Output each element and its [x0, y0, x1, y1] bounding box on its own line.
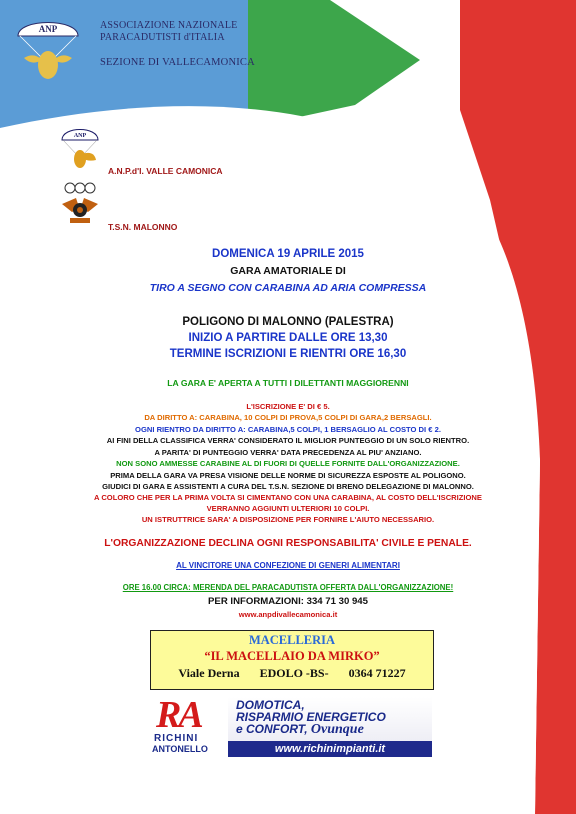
- rule-entitlement: DA DIRITTO A: CARABINA, 10 COLPI DI PROVA,5 COLPI DI GARA,2 BERSAGLI.: [144, 413, 432, 422]
- butcher-address: Viale Derna: [178, 666, 240, 680]
- snack-note: ORE 16.00 CIRCA: MERENDA DEL PARACADUTISTA OFFERTA DALL'ORGANIZZAZIONE!: [122, 583, 454, 592]
- richini-logo: [150, 694, 228, 757]
- svg-text:ANP: ANP: [73, 133, 87, 139]
- rule-fee: L'ISCRIZIONE E' DI € 5.: [246, 402, 330, 411]
- butcher-name: “IL MACELLAIO DA MIRKO”: [204, 649, 380, 663]
- rule-ranking: AI FINI DELLA CLASSIFICA VERRA' CONSIDERATO IL MIGLIOR PUNTEGGIO DI UN SOLO RIENTRO.: [106, 436, 470, 445]
- disclaimer: L'ORGANIZZAZIONE DECLINA OGNI RESPONSABILITA' CIVILE E PENALE.: [104, 538, 472, 549]
- section-name: SEZIONE DI VALLECAMONICA: [100, 57, 255, 68]
- ad-line3-emphasis: Ovunque: [310, 722, 364, 737]
- svg-text:ANP: ANP: [38, 24, 58, 34]
- ad-line1: DOMOTICA,: [236, 698, 305, 712]
- org-label-tsn: T.S.N. MALONNO: [108, 222, 178, 232]
- richini-logo-name2: ANTONELLO: [152, 744, 208, 754]
- butcher-phone: 0364 71227: [348, 666, 406, 680]
- butcher-ad-box: [150, 630, 434, 690]
- event-end: TERMINE ISCRIZIONI E RIENTRI ORE 16,30: [169, 348, 407, 360]
- butcher-category: MACELLERIA: [248, 633, 336, 647]
- prize: AL VINCITORE UNA CONFEZIONE DI GENERI ALIMENTARI: [176, 561, 400, 570]
- ad-line3: e CONFORT,: [236, 722, 308, 736]
- rule-instructor: UN ISTRUTTRICE SARA' A DISPOSIZIONE PER FORNIRE L'AIUTO NECESSARIO.: [141, 515, 435, 524]
- richini-logo-name1: RICHINI: [154, 733, 199, 744]
- ad-url[interactable]: www.richinimpianti.it: [228, 741, 432, 757]
- info-phone: PER INFORMAZIONI: 334 71 30 945: [208, 596, 368, 607]
- parachute-logo-icon: [14, 10, 82, 82]
- anpdi-logo-icon: [60, 124, 100, 170]
- rule-rifles: NON SONO AMMESSE CARABINE AL DI FUORI DI QUELLE FORNITE DALL'ORGANIZZAZIONE.: [116, 459, 460, 468]
- rule-safety: PRIMA DELLA GARA VA PRESA VISIONE DELLE NORME DI SICUREZZA ESPOSTE AL POLIGONO.: [110, 471, 466, 480]
- rule-tie: A PARITA' DI PUNTEGGIO VERRA' DATA PRECEDENZA AL PIU' ANZIANO.: [154, 448, 422, 457]
- event-open-to: LA GARA E' APERTA A TUTTI I DILETTANTI MAGGIORENNI: [167, 378, 409, 388]
- butcher-town: EDOLO -BS-: [259, 666, 329, 680]
- richini-logo-letters: RA: [156, 694, 201, 736]
- event-start: INIZIO A PARTIRE DALLE ORE 13,30: [188, 332, 388, 344]
- tsn-logo-icon: [58, 180, 102, 224]
- event-date: DOMENICA 19 APRILE 2015: [212, 248, 364, 260]
- rule-beginners-2: VERRANNO AGGIUNTI ULTERIORI 10 COLPI.: [206, 504, 370, 513]
- rule-reentry: OGNI RIENTRO DA DIRITTO A: CARABINA,5 COLPI, 1 BERSAGLIO AL COSTO DI € 2.: [135, 425, 441, 434]
- event-title-line1: GARA AMATORIALE DI: [230, 265, 346, 277]
- rule-judges: GIUDICI DI GARA E ASSISTENTI A CURA DEL T.S.N. SEZIONE DI BRENO DELEGAZIONE DI MALONNO.: [102, 482, 474, 491]
- org-label-anpdi: A.N.P.d'I. VALLE CAMONICA: [108, 166, 223, 176]
- event-venue: POLIGONO DI MALONNO (PALESTRA): [182, 316, 394, 328]
- ad-line2: RISPARMIO ENERGETICO: [236, 710, 386, 724]
- event-title-line2: TIRO A SEGNO CON CARABINA AD ARIA COMPRESSA: [149, 282, 427, 294]
- website-link[interactable]: www.anpdivallecamonica.it: [238, 610, 338, 619]
- org-name-line1: ASSOCIAZIONE NAZIONALE: [100, 20, 238, 31]
- org-name-line2: PARACADUTISTI d'ITALIA: [100, 32, 225, 43]
- richini-ad-banner: [150, 694, 432, 757]
- rule-beginners-1: A COLORO CHE PER LA PRIMA VOLTA SI CIMENTANO CON UNA CARABINA, AL COSTO DELL'ISCRIZIONE: [94, 493, 482, 502]
